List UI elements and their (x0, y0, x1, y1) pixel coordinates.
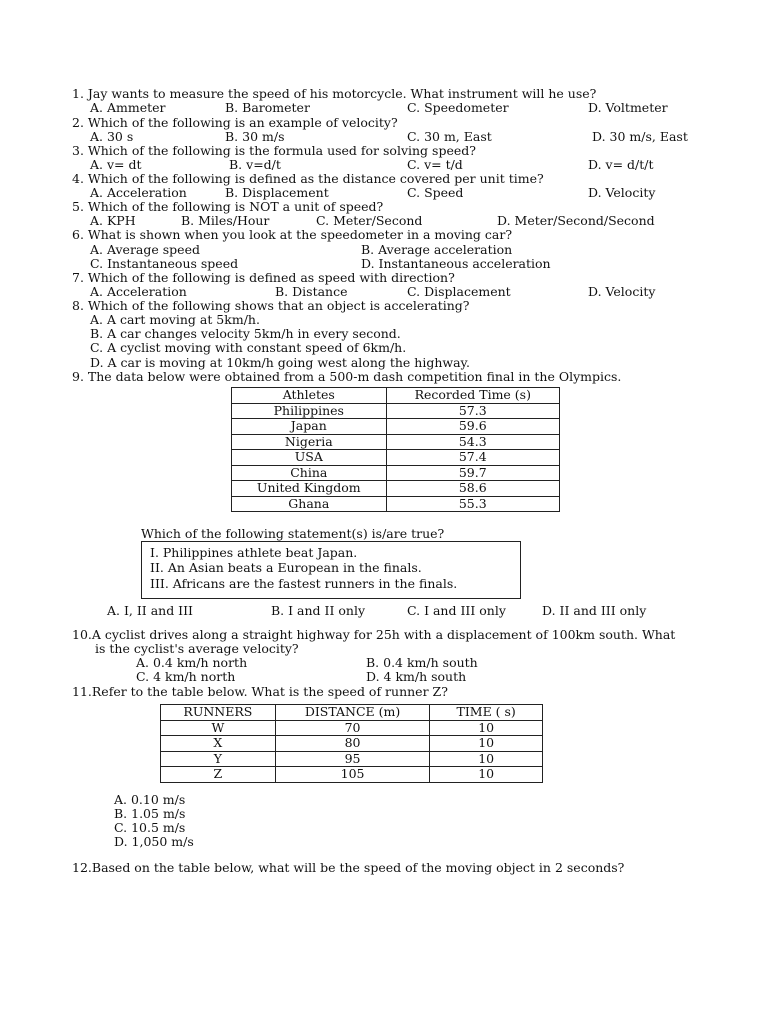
athletes-header-time: Recorded Time (s) (386, 388, 559, 404)
q9-statement-3: III. Africans are the fastest runners in the finals. (150, 576, 458, 591)
runners-table (160, 704, 543, 783)
q8-option-b: B. A car changes velocity 5km/h in every second. (90, 326, 401, 341)
q11-option-b: B. 1.05 m/s (114, 806, 186, 821)
q4-option-b: B. Displacement (225, 185, 329, 200)
q12-stem: 12.Based on the table below, what will be the speed of the moving object in 2 seconds? (72, 860, 625, 875)
table-row (232, 496, 560, 512)
runners-header-runners: RUNNERS (161, 705, 276, 721)
q7-option-d: D. Velocity (588, 284, 656, 299)
q5-option-b: B. Miles/Hour (181, 213, 270, 228)
runner-time: 10 (430, 767, 543, 783)
athlete-time: 57.4 (386, 450, 559, 466)
runners-header-distance: DISTANCE (m) (275, 705, 430, 721)
q1-option-c: C. Speedometer (407, 100, 509, 115)
runner-time: 10 (430, 751, 543, 767)
q4-option-c: C. Speed (407, 185, 464, 200)
q1-stem: 1. Jay wants to measure the speed of his motorcycle. What instrument will he use? (72, 86, 597, 101)
runners-table-header-row (161, 705, 543, 721)
runner-distance: 95 (275, 751, 430, 767)
runner-name: W (161, 720, 276, 736)
athletes-header-athletes: Athletes (232, 388, 387, 404)
q5-stem: 5. Which of the following is NOT a unit of speed? (72, 199, 384, 214)
q11-option-c: C. 10.5 m/s (114, 820, 186, 835)
q2-option-b: B. 30 m/s (225, 129, 285, 144)
q6-option-c: C. Instantaneous speed (90, 256, 239, 271)
table-row (161, 720, 543, 736)
q6-stem: 6. What is shown when you look at the speedometer in a moving car? (72, 227, 513, 242)
q2-option-c: C. 30 m, East (407, 129, 492, 144)
q10-stem-continued: is the cyclist's average velocity? (95, 641, 299, 656)
athlete-time: 59.7 (386, 465, 559, 481)
athlete-time: 57.3 (386, 403, 559, 419)
runner-name: Y (161, 751, 276, 767)
q8-option-d: D. A car is moving at 10km/h going west along the highway. (90, 355, 470, 370)
runner-time: 10 (430, 736, 543, 752)
q6-option-d: D. Instantaneous acceleration (361, 256, 551, 271)
q7-option-a: A. Acceleration (90, 284, 187, 299)
q10-option-b: B. 0.4 km/h south (366, 655, 478, 670)
q8-option-c: C. A cyclist moving with constant speed of 6km/h. (90, 340, 407, 355)
q11-stem: 11.Refer to the table below. What is the speed of runner Z? (72, 684, 448, 699)
q2-option-a: A. 30 s (90, 129, 134, 144)
runner-name: Z (161, 767, 276, 783)
q7-stem: 7. Which of the following is defined as speed with direction? (72, 270, 455, 285)
q9-statement-1: I. Philippines athlete beat Japan. (150, 545, 358, 560)
athlete-time: 59.6 (386, 419, 559, 435)
athlete-name: United Kingdom (232, 481, 387, 497)
q10-option-a: A. 0.4 km/h north (136, 655, 248, 670)
q9-option-a: A. I, II and III (107, 603, 193, 618)
q11-option-d: D. 1,050 m/s (114, 834, 194, 849)
q10-stem: 10.A cyclist drives along a straight highway for 25h with a displacement of 100km south. What (72, 627, 676, 642)
runner-time: 10 (430, 720, 543, 736)
q10-option-d: D. 4 km/h south (366, 669, 467, 684)
q4-option-a: A. Acceleration (90, 185, 187, 200)
athletes-table-header-row (232, 388, 560, 404)
q3-option-b: B. v=d/t (229, 157, 281, 172)
q9-option-c: C. I and III only (407, 603, 506, 618)
q2-stem: 2. Which of the following is an example of velocity? (72, 115, 398, 130)
q7-option-c: C. Displacement (407, 284, 511, 299)
runner-distance: 80 (275, 736, 430, 752)
q6-option-a: A. Average speed (90, 242, 200, 257)
q3-option-d: D. v= d/t/t (588, 157, 654, 172)
q10-option-c: C. 4 km/h north (136, 669, 236, 684)
q8-stem: 8. Which of the following shows that an object is accelerating? (72, 298, 470, 313)
q9-prompt: Which of the following statement(s) is/are true? (141, 526, 445, 541)
athlete-name: Japan (232, 419, 387, 435)
runners-header-time: TIME ( s) (430, 705, 543, 721)
q4-option-d: D. Velocity (588, 185, 656, 200)
athlete-name: USA (232, 450, 387, 466)
athlete-name: Philippines (232, 403, 387, 419)
q5-option-d: D. Meter/Second/Second (497, 213, 655, 228)
table-row (232, 450, 560, 466)
q9-option-b: B. I and II only (271, 603, 366, 618)
q11-option-a: A. 0.10 m/s (114, 792, 186, 807)
athlete-time: 58.6 (386, 481, 559, 497)
q1-option-a: A. Ammeter (90, 100, 166, 115)
table-row (232, 481, 560, 497)
table-row (161, 767, 543, 783)
athlete-name: Nigeria (232, 434, 387, 450)
runner-name: X (161, 736, 276, 752)
runner-distance: 70 (275, 720, 430, 736)
q3-option-a: A. v= dt (90, 157, 142, 172)
q1-option-b: B. Barometer (225, 100, 310, 115)
runner-distance: 105 (275, 767, 430, 783)
table-row (232, 434, 560, 450)
q1-option-d: D. Voltmeter (588, 100, 668, 115)
table-row (232, 403, 560, 419)
q9-statements-box (141, 541, 521, 599)
athlete-name: China (232, 465, 387, 481)
athlete-name: Ghana (232, 496, 387, 512)
athlete-time: 55.3 (386, 496, 559, 512)
q9-statement-2: II. An Asian beats a European in the finals. (150, 560, 422, 575)
table-row (161, 751, 543, 767)
q3-option-c: C. v= t/d (407, 157, 463, 172)
q5-option-a: A. KPH (90, 213, 136, 228)
q7-option-b: B. Distance (275, 284, 348, 299)
athletes-table (231, 387, 560, 512)
q4-stem: 4. Which of the following is defined as the distance covered per unit time? (72, 171, 544, 186)
athlete-time: 54.3 (386, 434, 559, 450)
q8-option-a: A. A cart moving at 5km/h. (90, 312, 260, 327)
table-row (161, 736, 543, 752)
q2-option-d: D. 30 m/s, East (592, 129, 688, 144)
q5-option-c: C. Meter/Second (316, 213, 423, 228)
q9-stem: 9. The data below were obtained from a 500-m dash competition final in the Olympics. (72, 369, 622, 384)
q3-stem: 3. Which of the following is the formula used for solving speed? (72, 143, 476, 158)
q9-option-d: D. II and III only (542, 603, 647, 618)
table-row (232, 465, 560, 481)
q6-option-b: B. Average acceleration (361, 242, 513, 257)
table-row (232, 419, 560, 435)
